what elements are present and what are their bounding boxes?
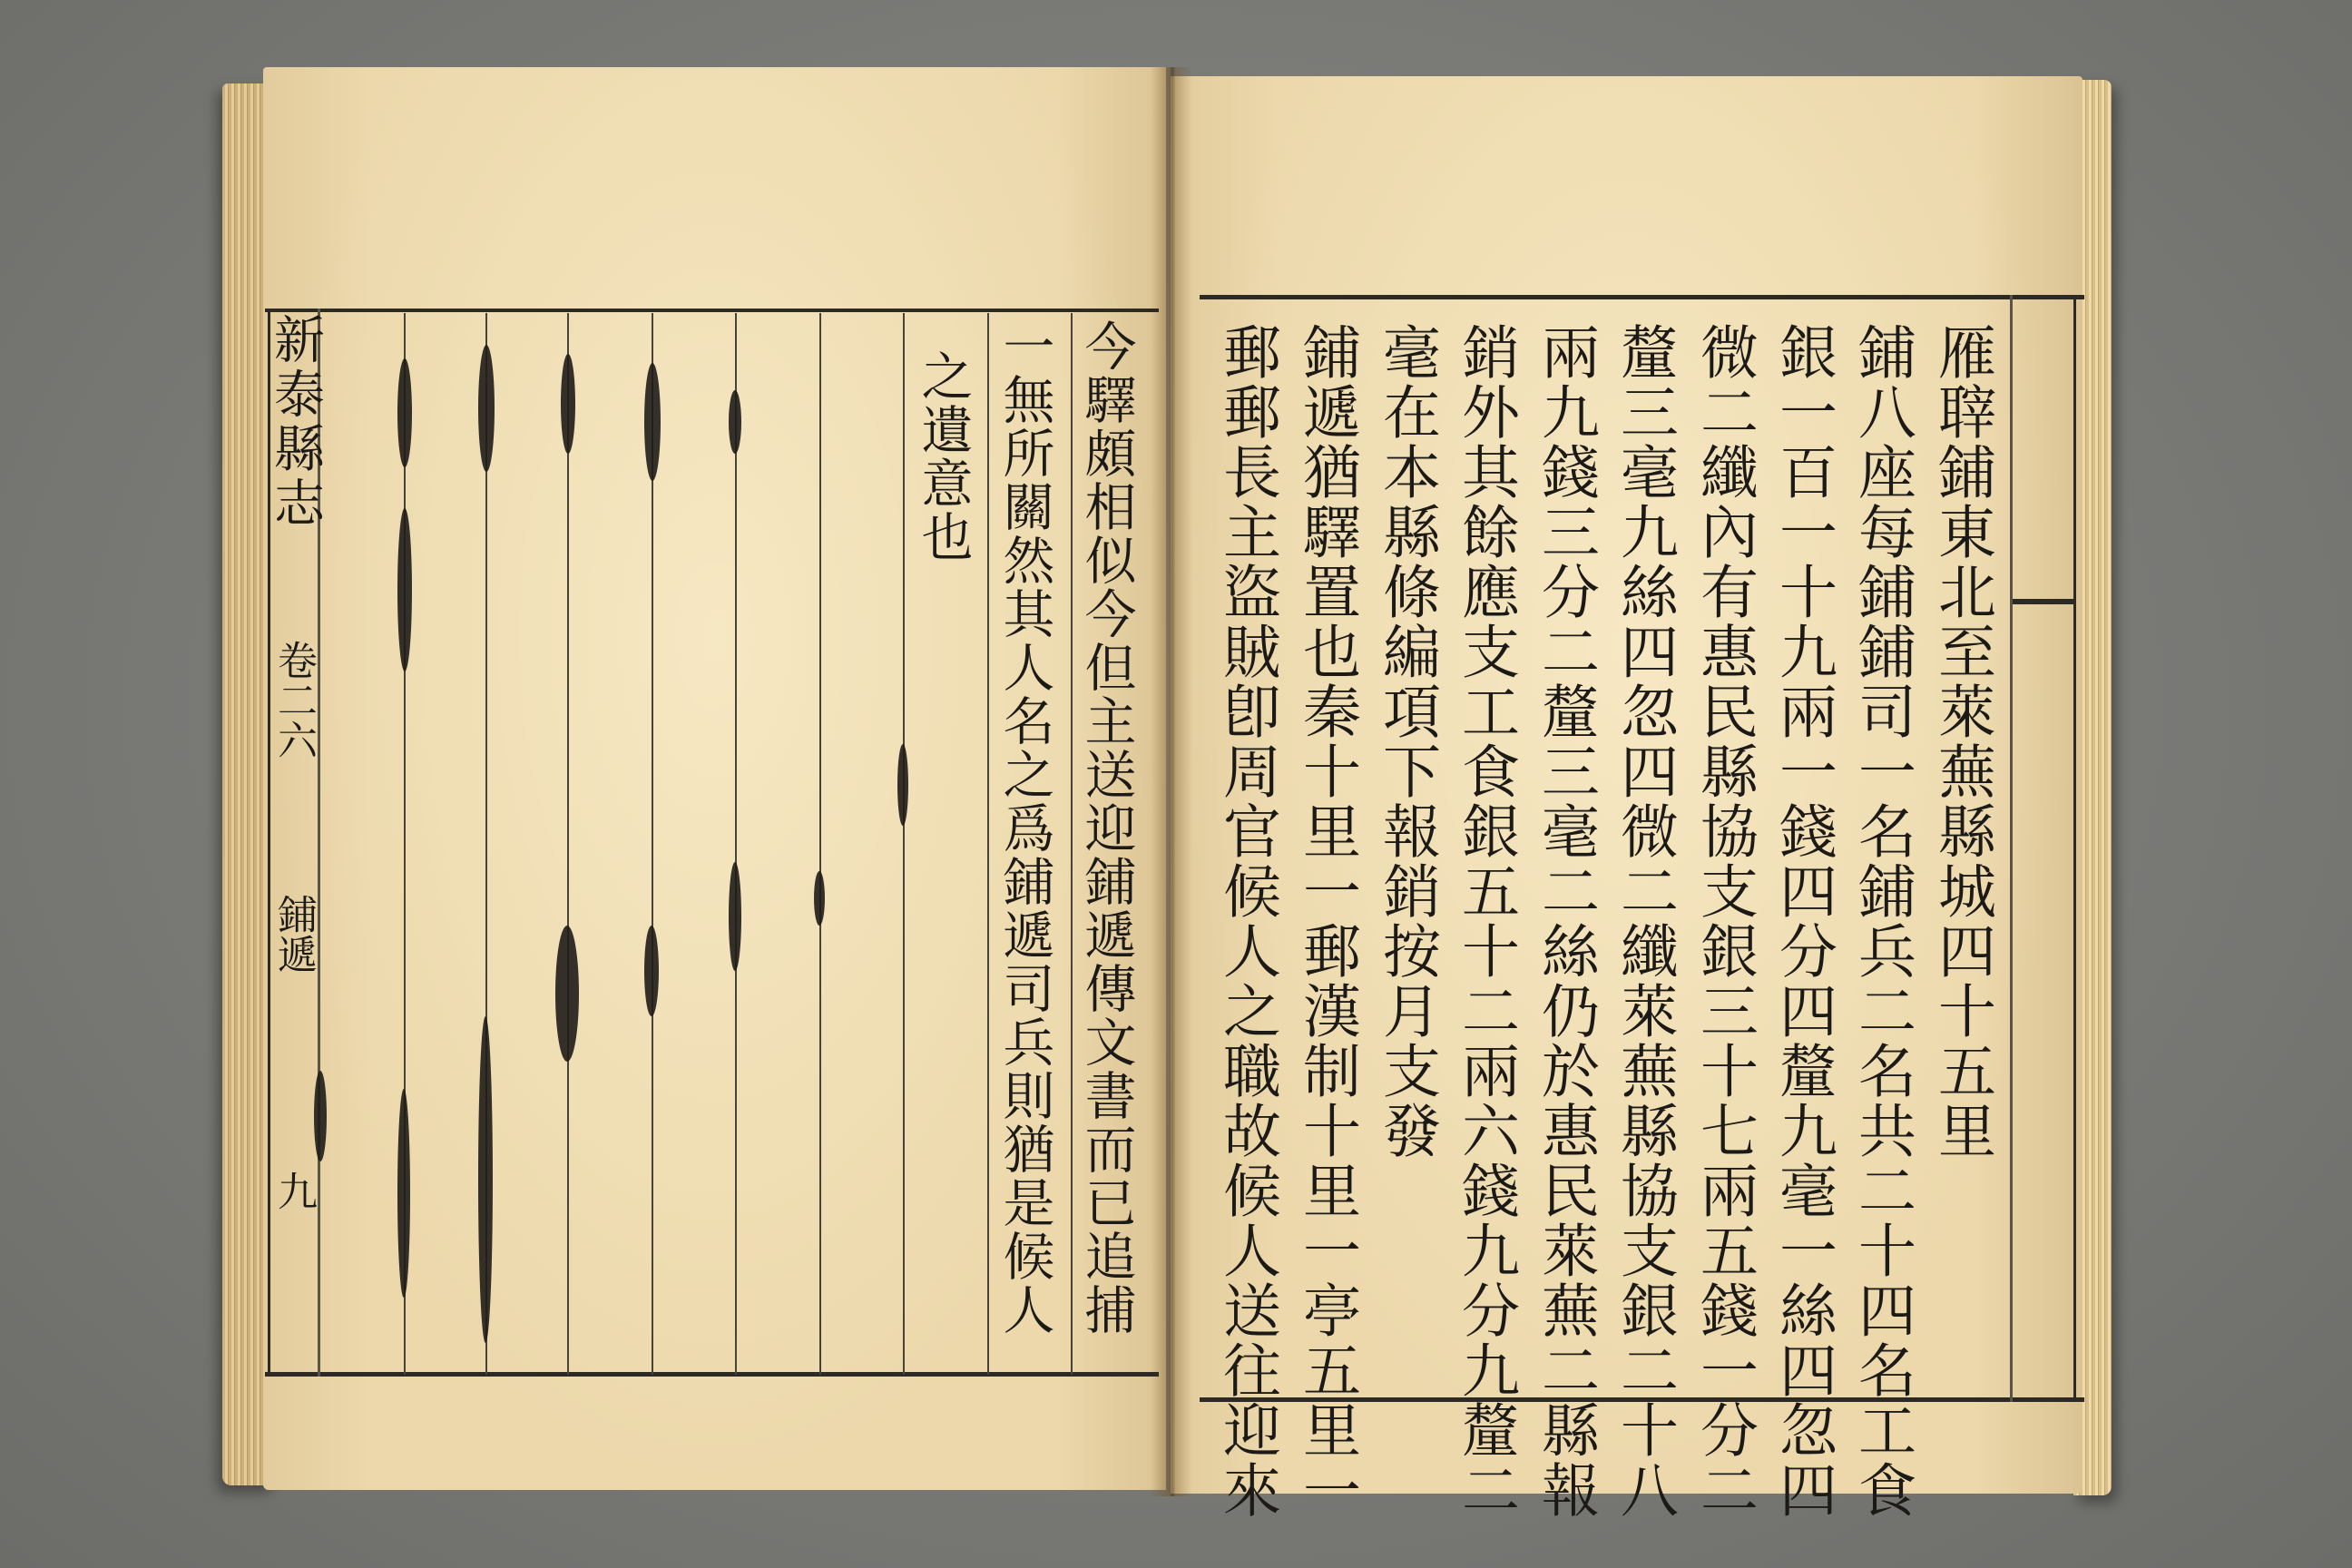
ink-blotch	[314, 1071, 327, 1161]
ink-blotch	[897, 744, 908, 826]
left-frame-top	[265, 309, 1159, 312]
left-column-rule	[567, 313, 569, 1375]
text-column: 今驛頗相似今但主送迎鋪遞傳文書而已追捕	[1076, 319, 1136, 1337]
left-column-rule	[1071, 313, 1073, 1375]
text-column: 微二纖內有惠民縣協支銀三十七兩五錢一分二	[1690, 322, 1758, 1520]
text-column: 鋪八座每鋪鋪司一名鋪兵二名共二十四名工食	[1848, 322, 1916, 1520]
left-column-rule	[903, 313, 905, 1375]
volume-label: 卷二六	[270, 640, 317, 760]
text-column: 銀一百一十九兩一錢四分四釐九毫一絲四忽四	[1769, 322, 1837, 1520]
right-frame-outer	[2073, 295, 2076, 1402]
ink-blotch	[644, 363, 661, 481]
text-column: 銷外其餘應支工食銀五十二兩六錢九分九釐二	[1452, 322, 1519, 1520]
text-column: 之遺意也	[913, 349, 973, 564]
text-column: 釐三毫九絲四忽四微二纖萊蕪縣協支銀二十八	[1611, 322, 1678, 1520]
ink-blotch	[397, 358, 412, 467]
left-frame-bottom	[265, 1372, 1159, 1377]
section-label: 鋪遞	[270, 894, 317, 974]
ink-blotch	[729, 862, 741, 971]
book-title: 新泰縣志	[266, 313, 325, 531]
right-frame-top	[1200, 295, 2084, 299]
ink-blotch	[397, 1089, 410, 1298]
ink-blotch	[729, 390, 741, 454]
ink-blotch	[814, 871, 825, 926]
ink-blotch	[478, 345, 495, 472]
folio-number: 九	[270, 1171, 317, 1210]
left-column-rule	[735, 313, 737, 1375]
book-gutter	[1151, 67, 1192, 1496]
right-fishtail-mark	[2013, 599, 2073, 604]
left-column-rule	[819, 313, 821, 1375]
text-column: 雁䏁鋪東北至萊蕪縣城四十五里	[1928, 322, 1995, 1161]
ink-blotch	[397, 508, 412, 671]
right-fishtail-rule	[2010, 295, 2013, 1402]
text-column: 一無所關然其人名之爲鋪遞司兵則猶是候人	[995, 319, 1054, 1337]
text-column: 兩九錢三分二釐三毫二絲仍於惠民萊蕪二縣報	[1532, 322, 1599, 1520]
text-column: 郵郵長主盜賊卽周官候人之職故候人送往迎來	[1213, 322, 1280, 1520]
text-column: 毫在本縣條編項下報銷按月支發	[1373, 322, 1440, 1161]
ink-blotch	[478, 1016, 493, 1343]
text-column: 鋪遞猶驛置也秦十里一郵漢制十里一亭五里一	[1293, 322, 1360, 1520]
ink-blotch	[644, 926, 659, 1016]
ink-blotch	[561, 354, 575, 454]
left-column-rule	[987, 313, 989, 1375]
ink-blotch	[555, 926, 579, 1062]
